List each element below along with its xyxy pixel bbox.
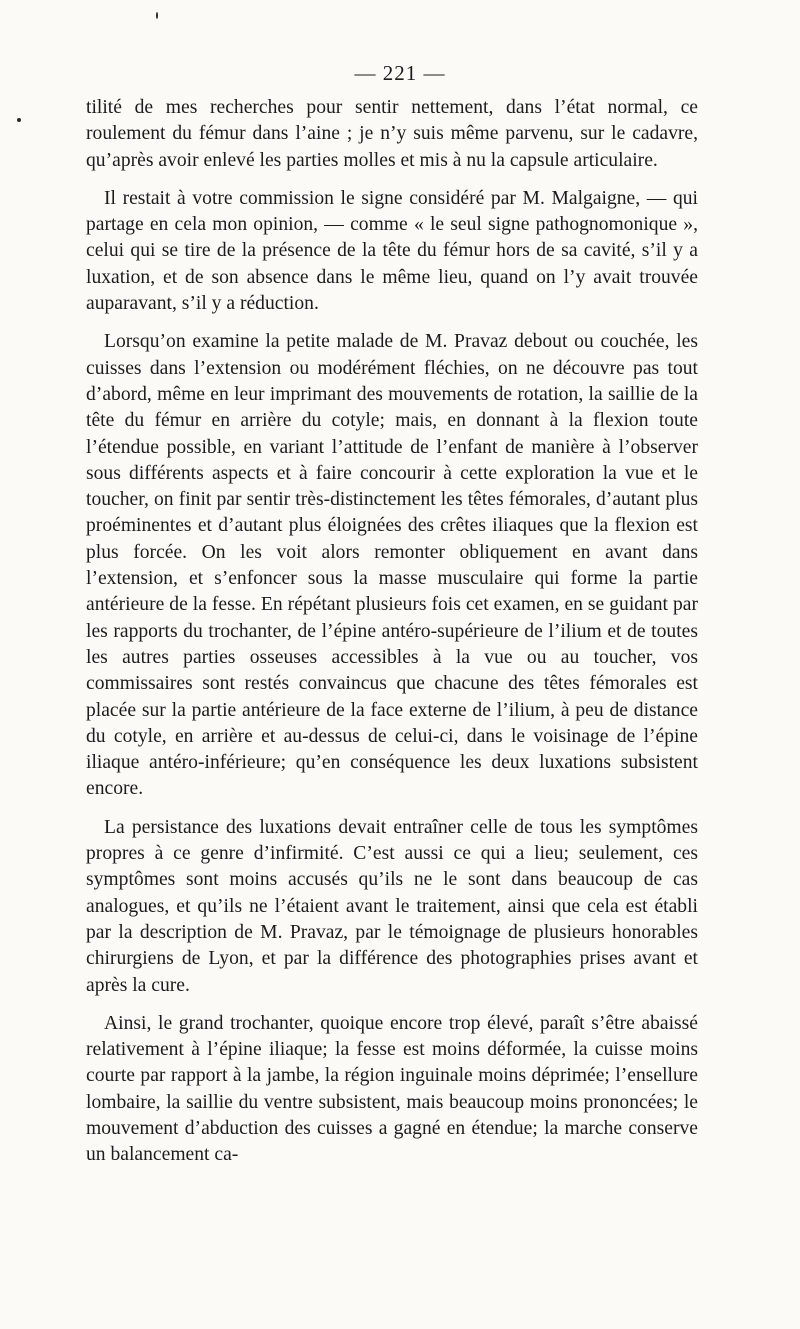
body-text xyxy=(86,95,698,1181)
ink-speck xyxy=(156,12,158,19)
paragraph-5: Ainsi, le grand trochanter, quoique encore trop élevé, paraît s’être abaissé relativement à l’épine iliaque; la fesse est moins déformée, la cuisse moins courte par rapport à la jambe, la région inguinale moins déprimée; l’ensellure lombaire, la saillie du ventre subsistent, mais beaucoup moins prononcées; le mouvement d’abduction des cuisses a gagné en étendue; la marche conserve un balancement ca- xyxy=(86,1012,698,1166)
paragraph-3: Lorsqu’on examine la petite malade de M. Pravaz debout ou couchée, les cuisses dans l’extension ou modérément fléchies, on ne découvre pas tout d’abord, même en leur imprimant des mouvements de rotation, la saillie de la tête du fémur en arrière du cotyle; mais, en donnant à la flexion toute l’étendue possible, en variant l’attitude de l’enfant de manière à l’observer sous différents aspects et à faire concourir à cette exploration la vue et le toucher, on finit par sentir très-distinctement les têtes fémorales, d’autant plus proéminentes et d’autant plus éloignées des crêtes iliaques que la flexion est plus forcée. On les voit alors remonter obliquement en avant dans l’extension, et s’enfoncer sous la masse musculaire qui forme la partie antérieure de la fesse. En répétant plusieurs fois cet examen, en se guidant par les rapports du trochanter, de l’épine antéro-supérieure de l’ilium et de toutes les autres parties osseuses accessibles à la vue ou au toucher, vos commissaires sont restés convaincus que chacune des têtes fémorales est placée sur la partie antérieure de la face externe de l’ilium, à peu de distance du cotyle, en arrière et au-dessus de celui-ci, dans le voisinage de l’épine iliaque antéro-inférieure; qu’en conséquence les deux luxations subsistent encore. xyxy=(86,331,698,800)
paragraph-2: Il restait à votre commission le signe considéré par M. Malgaigne, — qui partage en cela mon opinion, — comme « le seul signe pathognomonique », celui qui se tire de la présence de la tête du fémur hors de sa cavité, s’il y a luxation, et de son absence dans le même lieu, quand on l’y avait trouvée auparavant, s’il y a réduction. xyxy=(86,187,698,315)
page-number: — 221 — xyxy=(354,61,446,85)
paragraph-1: tilité de mes recherches pour sentir nettement, dans l’état normal, ce roulement du fémur dans l’aine ; je n’y suis même parvenu, sur le cadavre, qu’après avoir enlevé les parties molles et mis à nu la capsule articulaire. xyxy=(86,97,698,171)
paragraph-4: La persistance des luxations devait entraîner celle de tous les symptômes propres à ce genre d’infirmité. C’est aussi ce qui a lieu; seulement, ces symptômes sont moins accusés qu’ils ne le sont dans beaucoup de cas analogues, et qu’ils ne l’étaient avant le traitement, ainsi que cela est établi par la description de M. Pravaz, par le témoignage de plusieurs honorables chirurgiens de Lyon, et par la différence des photographies prises avant et après la cure. xyxy=(86,816,698,996)
ink-dot xyxy=(17,118,21,122)
